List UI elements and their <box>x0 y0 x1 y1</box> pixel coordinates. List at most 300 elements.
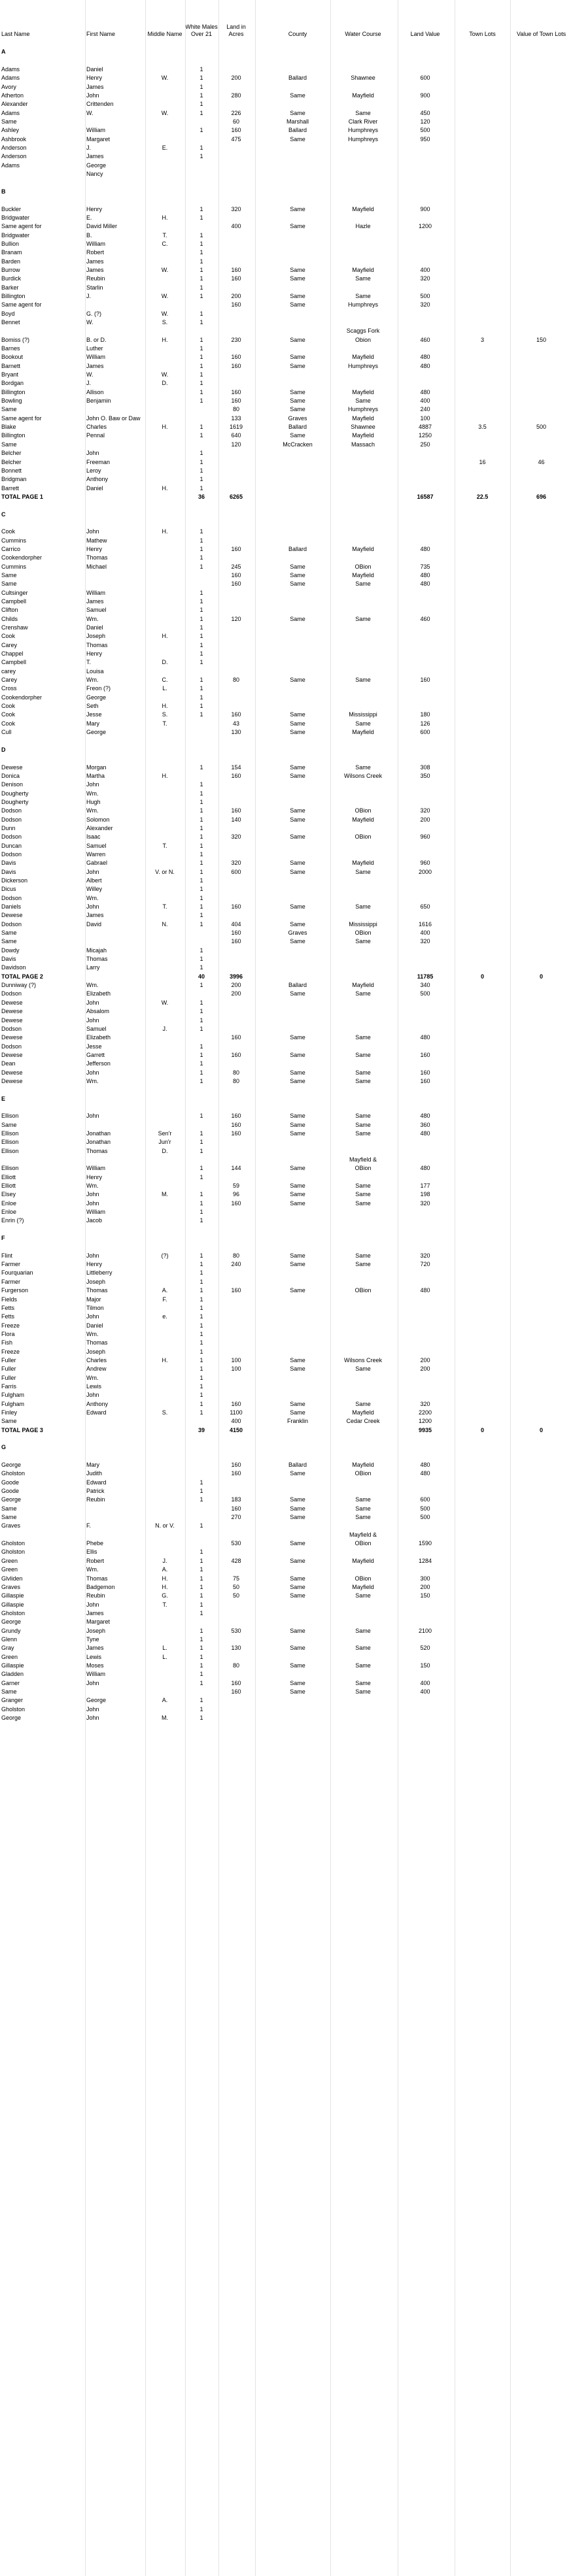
cell-white-males: 1 <box>200 868 203 875</box>
section-letter-row <box>0 1095 573 1103</box>
cell-land-acres: 160 <box>231 1034 241 1041</box>
cell-town-lots-value: 150 <box>536 336 547 343</box>
cell-white-males: 1 <box>200 1025 203 1032</box>
cell-water-course: Wilsons Creek <box>343 772 382 779</box>
cell-land-value: 350 <box>420 772 430 779</box>
cell-middle-name: (?) <box>161 1252 169 1259</box>
cell-middle-name: H. <box>162 703 168 710</box>
cell-last-name: Fetts <box>1 1304 15 1311</box>
cell-county: Same <box>290 223 305 230</box>
cell-first-name: John <box>86 903 99 911</box>
table-row <box>0 868 573 877</box>
cell-last-name: Ellison <box>1 1129 19 1137</box>
cell-white-males: 1 <box>200 850 203 858</box>
cell-land-value: 400 <box>420 929 430 937</box>
table-row <box>0 641 573 650</box>
cell-last-name: Same <box>1 571 17 578</box>
cell-last-name: Barker <box>1 284 19 291</box>
cell-land-value: 460 <box>420 615 430 622</box>
cell-water-course: Same <box>355 1514 371 1521</box>
cell-middle-name: W. <box>161 292 169 299</box>
cell-first-name: Nancy <box>86 171 103 178</box>
grid-line <box>255 0 256 2576</box>
cell-white-males: 1 <box>200 319 203 326</box>
table-row <box>0 371 573 379</box>
cell-land-value: 320 <box>420 938 430 945</box>
table-row <box>0 144 573 152</box>
cell-first-name: James <box>86 362 104 369</box>
cell-water-course: Same <box>355 1252 371 1259</box>
cell-town-lots: 3.5 <box>478 424 487 431</box>
cell-white-males: 1 <box>200 1592 203 1599</box>
cell-first-name: Leroy <box>86 467 101 474</box>
table-row <box>0 1278 573 1286</box>
cell-land-value: 308 <box>420 763 430 771</box>
cell-first-name: Solomon <box>86 816 110 823</box>
cell-white-males: 1 <box>200 380 203 387</box>
cell-last-name: Ashbrook <box>1 135 27 142</box>
cell-last-name: TOTAL PAGE 2 <box>1 973 43 980</box>
cell-water-course: Mayfield & <box>349 1156 377 1163</box>
cell-first-name: Isaac <box>86 833 101 841</box>
cell-land-value: 150 <box>420 1592 430 1599</box>
cell-land-acres: 160 <box>231 1505 241 1512</box>
cell-white-males: 1 <box>200 790 203 797</box>
cell-last-name: Cook <box>1 633 16 640</box>
cell-county: Same <box>290 677 305 684</box>
cell-land-value: 1200 <box>418 1418 432 1425</box>
cell-last-name: Goode <box>1 1488 20 1495</box>
table-row <box>0 571 573 580</box>
cell-last-name: Gholston <box>1 1609 26 1616</box>
cell-first-name: Wm. <box>86 1566 99 1573</box>
header-middle-name: Middle Name <box>147 31 182 37</box>
cell-first-name: Crittenden <box>86 101 114 108</box>
cell-white-males: 1 <box>200 258 203 265</box>
cell-county: Same <box>290 571 305 578</box>
cell-white-males: 1 <box>200 877 203 884</box>
cell-first-name: Joseph <box>86 1278 106 1285</box>
cell-land-acres: 60 <box>232 118 239 125</box>
cell-water-course: Same <box>355 720 371 727</box>
cell-town-lots-value: 46 <box>538 458 545 465</box>
cell-water-course: Same <box>355 580 371 588</box>
cell-white-males: 1 <box>200 109 203 116</box>
cell-water-course: Mayfield <box>352 1409 374 1416</box>
cell-last-name: Flora <box>1 1330 15 1337</box>
cell-first-name: Jefferson <box>86 1060 111 1067</box>
cell-first-name: Edward <box>86 1409 107 1416</box>
cell-white-males: 1 <box>200 694 203 701</box>
table-row <box>0 222 573 231</box>
cell-middle-name: D. <box>162 1147 168 1154</box>
cell-last-name: Enloe <box>1 1209 17 1216</box>
cell-middle-name: W. <box>161 310 169 317</box>
cell-middle-name: A. <box>162 1566 168 1573</box>
cell-first-name: Daniel <box>86 1322 103 1329</box>
cell-last-name: Fields <box>1 1296 18 1303</box>
cell-first-name: Daniel <box>86 66 103 73</box>
cell-last-name: Bridgwater <box>1 214 30 221</box>
cell-land-acres: 400 <box>231 1418 241 1425</box>
cell-first-name: Jonathan <box>86 1139 111 1146</box>
cell-last-name: Bowling <box>1 397 22 405</box>
cell-county: Same <box>290 763 305 771</box>
cell-county: Marshall <box>286 118 309 125</box>
table-row <box>0 397 573 405</box>
cell-land-value: 320 <box>420 1400 430 1407</box>
table-row <box>0 1077 573 1086</box>
cell-white-males: 1 <box>200 633 203 640</box>
cell-last-name: Same agent for <box>1 301 42 309</box>
cell-last-name: Cummins <box>1 563 27 570</box>
cell-first-name: Reubin <box>86 1496 105 1503</box>
cell-last-name: Grundy <box>1 1627 21 1634</box>
cell-county: Franklin <box>286 1418 308 1425</box>
cell-land-acres: 1619 <box>229 424 243 431</box>
cell-land-value: 4887 <box>418 424 432 431</box>
cell-first-name: Anthony <box>86 1400 109 1407</box>
cell-water-course: Mayfield <box>352 354 374 361</box>
cell-white-males: 1 <box>200 816 203 823</box>
cell-last-name: Barnett <box>1 362 21 369</box>
cell-water-course: Mayfield <box>352 571 374 578</box>
cell-first-name: Absalom <box>86 1008 110 1015</box>
table-row <box>0 1435 573 1443</box>
cell-first-name: John <box>86 781 99 788</box>
cell-last-name: Alexander <box>1 101 28 108</box>
cell-last-name: Dunniway (?) <box>1 982 37 989</box>
table-row <box>0 1531 573 1539</box>
cell-last-name: Dunn <box>1 824 16 831</box>
cell-white-males: 1 <box>200 1304 203 1311</box>
cell-land-value: 11785 <box>417 973 434 980</box>
cell-last-name: Dewese <box>1 763 23 771</box>
cell-first-name: Jesse <box>86 711 102 718</box>
cell-county: Same <box>290 1575 305 1582</box>
cell-land-acres: 160 <box>231 397 241 405</box>
cell-land-acres: 80 <box>232 677 239 684</box>
cell-land-value: 160 <box>420 677 430 684</box>
cell-first-name: James <box>86 1645 104 1652</box>
table-row <box>0 1487 573 1496</box>
table-row <box>0 711 573 719</box>
cell-last-name: Dodson <box>1 833 22 841</box>
cell-last-name: Ellison <box>1 1139 19 1146</box>
cell-last-name: Dewese <box>1 1069 23 1076</box>
cell-white-males: 1 <box>200 781 203 788</box>
cell-first-name: John <box>86 1016 99 1024</box>
cell-first-name: Wm. <box>86 1374 99 1381</box>
cell-land-value: 460 <box>420 336 430 343</box>
cell-land-value: 177 <box>420 1182 430 1190</box>
cell-white-males: 1 <box>200 615 203 622</box>
cell-county: Same <box>290 1199 305 1207</box>
cell-white-males: 1 <box>200 677 203 684</box>
cell-white-males: 1 <box>200 476 203 483</box>
cell-first-name: Judith <box>86 1470 103 1477</box>
cell-white-males: 40 <box>198 973 205 980</box>
cell-first-name: John <box>86 1191 99 1198</box>
cell-water-course: Shawnee <box>351 75 375 82</box>
table-row <box>0 441 573 449</box>
cell-water-course: Same <box>355 1679 371 1686</box>
cell-water-course: Same <box>355 1069 371 1076</box>
cell-first-name: W. <box>86 109 94 116</box>
cell-middle-name: G. <box>162 1592 168 1599</box>
cell-water-course: Same <box>355 292 371 299</box>
cell-white-males: 1 <box>200 999 203 1006</box>
cell-white-males: 1 <box>200 1627 203 1634</box>
cell-land-value: 480 <box>420 1470 430 1477</box>
cell-white-males: 1 <box>200 1566 203 1573</box>
cell-middle-name: M. <box>162 1191 168 1198</box>
cell-white-males: 1 <box>200 554 203 561</box>
cell-white-males: 1 <box>200 1016 203 1024</box>
cell-land-value: 250 <box>420 441 430 448</box>
table-row <box>0 720 573 728</box>
cell-white-males: 1 <box>200 894 203 901</box>
cell-land-value: 340 <box>420 982 430 989</box>
cell-land-value: 320 <box>420 301 430 309</box>
cell-first-name: Henry <box>86 75 103 82</box>
cell-last-name: Dodson <box>1 920 22 928</box>
cell-first-name: Henry <box>86 1173 103 1180</box>
cell-county: Same <box>290 729 305 736</box>
table-row <box>0 1400 573 1409</box>
table-row <box>0 344 573 353</box>
grid-line <box>330 0 331 2576</box>
cell-first-name: F. <box>86 1522 92 1530</box>
cell-last-name: Graves <box>1 1583 21 1590</box>
cell-last-name: Same <box>1 1121 17 1128</box>
cell-last-name: Enloe <box>1 1199 17 1207</box>
cell-town-lots: 3 <box>480 336 484 343</box>
cell-middle-name: L. <box>162 1645 167 1652</box>
cell-first-name: Jacob <box>86 1217 103 1224</box>
cell-white-males: 1 <box>200 964 203 971</box>
table-row <box>0 353 573 361</box>
cell-last-name: Same agent for <box>1 223 42 230</box>
cell-last-name: Blake <box>1 424 16 431</box>
cell-last-name: Same <box>1 1505 17 1512</box>
cell-land-acres: 133 <box>231 414 241 422</box>
cell-first-name: David <box>86 920 102 928</box>
cell-water-course: Mayfield <box>352 205 374 212</box>
cell-water-course: Same <box>355 938 371 945</box>
table-row <box>0 1539 573 1548</box>
table-row <box>0 135 573 144</box>
cell-last-name: Same <box>1 929 17 937</box>
cell-land-acres: 80 <box>232 406 239 413</box>
cell-last-name: Ashley <box>1 127 20 134</box>
table-row <box>0 74 573 82</box>
cell-land-acres: 43 <box>232 720 239 727</box>
cell-land-value: 480 <box>420 388 430 395</box>
table-row <box>0 885 573 894</box>
cell-land-value: 480 <box>420 1165 430 1172</box>
cell-first-name: Freon (?) <box>86 685 111 692</box>
table-row <box>0 1714 573 1722</box>
cell-first-name: J. <box>86 144 92 152</box>
table-row <box>0 1216 573 1225</box>
table-row <box>0 1365 573 1373</box>
table-row <box>0 231 573 240</box>
cell-last-name: Clifton <box>1 607 18 614</box>
cell-water-course: Clark River <box>348 118 378 125</box>
cell-white-males: 1 <box>200 424 203 431</box>
header-land-value: Land Value <box>410 31 440 37</box>
cell-first-name: Henry <box>86 545 103 552</box>
cell-county: Same <box>290 1645 305 1652</box>
cell-first-name: Wm. <box>86 1077 99 1084</box>
grid-line <box>218 0 219 2576</box>
cell-county: Same <box>290 580 305 588</box>
total-row <box>0 493 573 501</box>
cell-middle-name: H. <box>162 633 168 640</box>
cell-last-name: Bridgman <box>1 476 27 483</box>
roll-rows <box>0 39 573 1722</box>
table-row <box>0 1243 573 1251</box>
table-row <box>0 423 573 431</box>
cell-land-value: 400 <box>420 1679 430 1686</box>
table-row <box>0 903 573 911</box>
cell-land-value: 500 <box>420 127 430 134</box>
table-row <box>0 1164 573 1173</box>
table-row <box>0 772 573 780</box>
cell-white-males: 1 <box>200 75 203 82</box>
cell-first-name: John <box>86 1313 99 1320</box>
table-row <box>0 170 573 178</box>
cell-county: Same <box>290 1356 305 1363</box>
table-row <box>0 842 573 850</box>
cell-white-males: 1 <box>200 912 203 919</box>
cell-white-males: 1 <box>200 144 203 152</box>
cell-last-name: Branam <box>1 249 22 256</box>
table-row <box>0 1156 573 1164</box>
cell-land-value: 950 <box>420 135 430 142</box>
table-row <box>0 658 573 667</box>
cell-first-name: T. <box>86 659 92 666</box>
cell-last-name: Crenshaw <box>1 624 28 631</box>
cell-water-course: OBion <box>355 1165 372 1172</box>
cell-last-name: Childs <box>1 615 18 622</box>
table-row <box>0 589 573 597</box>
table-row <box>0 196 573 205</box>
cell-last-name: Fuller <box>1 1365 16 1373</box>
cell-land-value: 300 <box>420 1575 430 1582</box>
cell-land-value: 480 <box>420 1462 430 1469</box>
cell-last-name: Same agent for <box>1 414 42 422</box>
cell-first-name: Henry <box>86 650 103 658</box>
cell-county: Same <box>290 1191 305 1198</box>
cell-water-course: Same <box>355 990 371 997</box>
cell-white-males: 1 <box>200 1129 203 1137</box>
table-row <box>0 816 573 824</box>
cell-last-name: Bookout <box>1 354 24 361</box>
cell-county: Same <box>290 1400 305 1407</box>
cell-first-name: John <box>86 528 99 535</box>
cell-county: Same <box>290 1496 305 1503</box>
cell-white-males: 1 <box>200 659 203 666</box>
table-row <box>0 1208 573 1216</box>
cell-last-name: Dowdy <box>1 946 20 954</box>
cell-white-males: 1 <box>200 956 203 963</box>
cell-water-course: Same <box>355 1688 371 1695</box>
table-row <box>0 1348 573 1356</box>
cell-first-name: Daniel <box>86 624 103 631</box>
cell-last-name: Davis <box>1 956 16 963</box>
table-row <box>0 1618 573 1626</box>
cell-water-course: OBion <box>355 929 372 937</box>
grid-line <box>510 0 511 2576</box>
table-row <box>0 1330 573 1339</box>
table-row <box>0 963 573 972</box>
cell-water-course: Same <box>355 1261 371 1268</box>
cell-first-name: Joseph <box>86 1627 106 1634</box>
cell-last-name: Dewese <box>1 1051 23 1058</box>
cell-first-name: W. <box>86 371 94 378</box>
cell-first-name: Henry <box>86 1261 103 1268</box>
cell-first-name: William <box>86 240 105 247</box>
cell-water-course: Same <box>355 1627 371 1634</box>
cell-middle-name: L. <box>162 1653 167 1660</box>
cell-land-acres: 475 <box>231 135 241 142</box>
table-row <box>0 1025 573 1033</box>
table-row <box>0 1391 573 1399</box>
cell-water-course: Same <box>355 1592 371 1599</box>
cell-land-value: 480 <box>420 1129 430 1137</box>
table-row <box>0 475 573 484</box>
cell-first-name: Samuel <box>86 1025 107 1032</box>
table-row <box>0 999 573 1007</box>
cell-town-lots-value: 500 <box>536 424 547 431</box>
table-row <box>0 790 573 798</box>
cell-last-name: Cook <box>1 711 16 718</box>
cell-last-name: Farmer <box>1 1278 20 1285</box>
cell-white-males: 1 <box>200 1609 203 1616</box>
table-row <box>0 152 573 161</box>
cell-last-name: Dewese <box>1 999 23 1006</box>
cell-land-acres: 144 <box>231 1165 241 1172</box>
cell-last-name: carey <box>1 667 16 675</box>
table-row <box>0 1252 573 1260</box>
cell-land-acres: 160 <box>231 807 241 814</box>
cell-last-name: Dewese <box>1 1008 23 1015</box>
cell-middle-name: J. <box>162 1557 167 1564</box>
cell-first-name: Lewis <box>86 1653 102 1660</box>
cell-first-name: Larry <box>86 964 100 971</box>
cell-land-value: 1284 <box>418 1557 432 1564</box>
table-row <box>0 537 573 545</box>
cell-first-name: Moses <box>86 1662 104 1669</box>
cell-land-value: 480 <box>420 354 430 361</box>
table-row <box>0 597 573 606</box>
cell-land-acres: 245 <box>231 563 241 570</box>
cell-first-name: Thomas <box>86 1339 108 1347</box>
cell-land-value: 650 <box>420 903 430 911</box>
cell-first-name: David Miller <box>86 223 118 230</box>
table-row <box>0 310 573 318</box>
table-row <box>0 990 573 998</box>
cell-first-name: Mathew <box>86 537 107 544</box>
cell-last-name: Glenn <box>1 1635 18 1643</box>
cell-land-acres: 160 <box>231 1470 241 1477</box>
cell-land-acres: 160 <box>231 772 241 779</box>
cell-middle-name: C. <box>162 240 168 247</box>
cell-last-name: E <box>1 1095 6 1102</box>
cell-last-name: Adams <box>1 161 20 169</box>
